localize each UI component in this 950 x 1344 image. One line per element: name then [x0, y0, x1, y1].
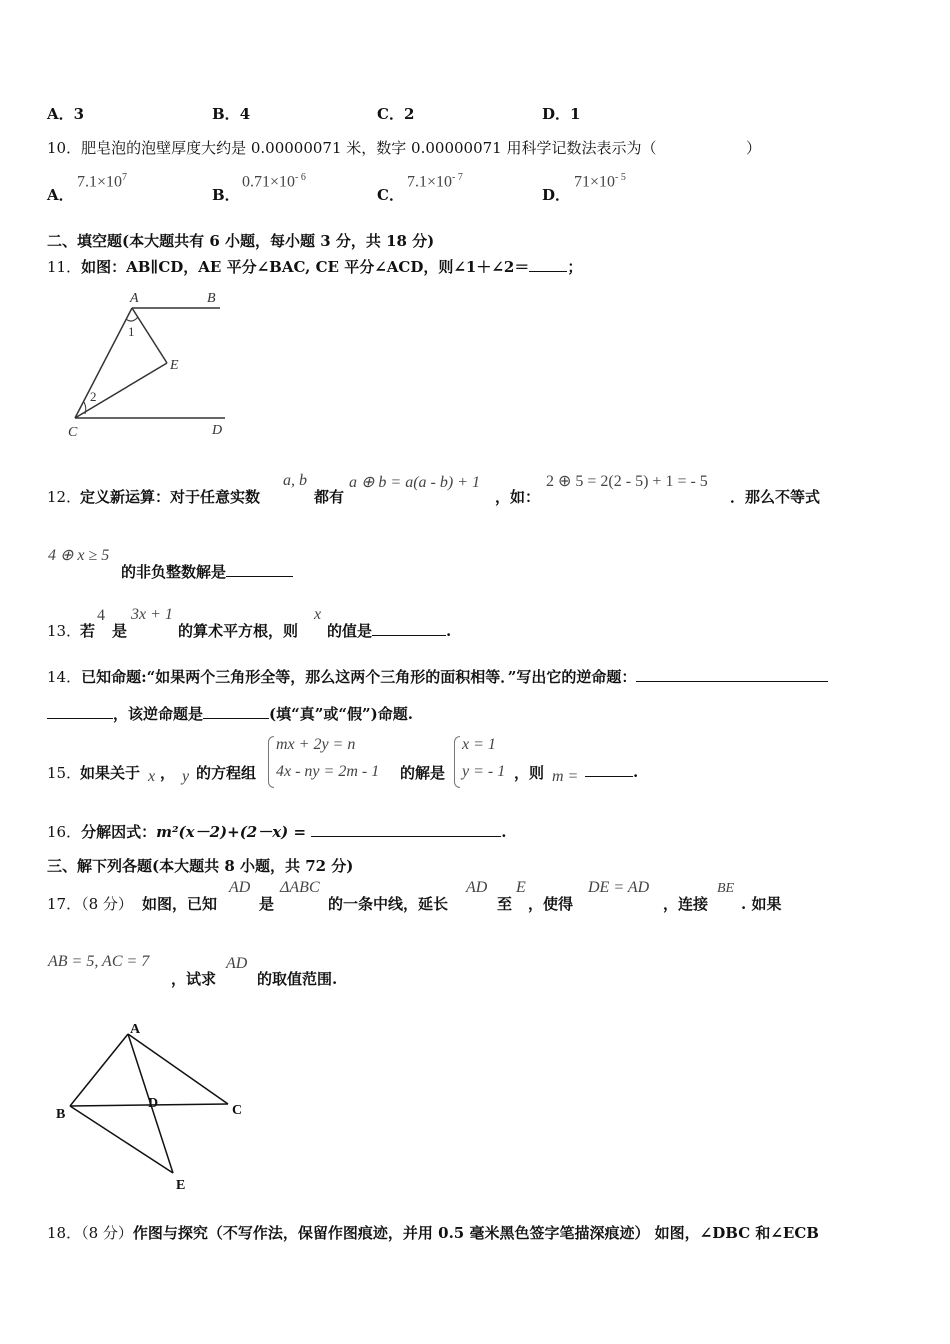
q10-option-c-value: $7.1\times 10^{- 7}$	[407, 172, 463, 191]
q15-comma: ，	[160, 764, 176, 782]
q15-text-4: ，则	[514, 764, 545, 782]
q9-option-d: D．1	[542, 105, 581, 123]
q11-label-b: B	[207, 291, 216, 306]
q15-answer: .	[585, 762, 638, 781]
q11-label-a: A	[130, 291, 139, 306]
q12-definition: a ⊕ b = a(a - b) + 1	[349, 474, 480, 491]
q15-eq-2: 4x - ny = 2m - 1	[276, 763, 380, 780]
section-3-heading: 三、解下列各题(本大题共 8 小题，共 72 分)	[47, 857, 354, 875]
q13-text-3: 的算术平方根，则	[178, 622, 299, 640]
q16-stem: 16．分解因式：m²(x－2)+(2－x) = .	[47, 823, 507, 841]
q10-option-a-value: $7.1\times 10^7$	[77, 172, 128, 191]
q11-figure	[60, 288, 240, 440]
q12-text-4: ．那么不等式	[730, 488, 821, 506]
q15-sol-2: y = - 1	[462, 763, 506, 780]
q17-condition: AB = 5, AC = 7	[48, 953, 150, 970]
q14-line-2: ，该逆命题是 (填“真”或“假”)命题.	[47, 703, 413, 724]
q15-text-1: 如果关于	[80, 764, 141, 782]
q10-stem: 10．肥皂泡的泡壁厚度大约是 0.00000071 米，数字 0.00000071 用科学记数法表示为（	[47, 139, 657, 157]
q13-x: x	[314, 606, 322, 623]
q17-text-8: ，试求	[171, 970, 217, 988]
q15-text-3: 的解是	[400, 764, 446, 782]
q15-solution-brace	[454, 736, 460, 788]
q17-text-1: 如图，已知	[142, 895, 218, 913]
q17-label-a: A	[130, 1022, 141, 1037]
q12-text-5: 的非负整数解是	[121, 561, 293, 582]
q17-ad-1: AD	[229, 879, 251, 896]
q13-text-1: 若	[80, 622, 96, 640]
q11-label-c: C	[68, 425, 78, 440]
q15-eq-1: mx + 2y = n	[276, 736, 356, 753]
q12-text-2: 都有	[314, 488, 345, 506]
q12-text-1: 定义新运算：对于任意实数	[80, 488, 261, 506]
q17-label-d: D	[148, 1096, 159, 1111]
q17-num: 17．（8 分）	[47, 895, 133, 913]
q13-text-4: 的值是 .	[327, 622, 452, 640]
q12-vars: a, b	[283, 472, 307, 489]
q10-option-a-letter: A．	[47, 186, 74, 204]
q17-text-7: . 如果	[741, 895, 782, 913]
q15-text-2: 的方程组	[196, 764, 257, 782]
q9-option-c: C．2	[377, 105, 415, 123]
q17-text-3: 的一条中线，延长	[328, 895, 449, 913]
q9-option-b: B．4	[212, 105, 251, 123]
q12-num: 12．	[47, 488, 82, 506]
q17-equality: DE = AD	[588, 879, 650, 896]
section-2-heading: 二、填空题(本大题共有 6 小题，每小题 3 分，共 18 分)	[47, 232, 435, 250]
q14-line-1: 14．已知命题:“如果两个三角形全等，那么这两个三角形的面积相等．”写出它的逆命题：	[47, 666, 828, 687]
q17-label-c: C	[232, 1103, 243, 1118]
q11-angle-1: 1	[128, 324, 135, 339]
q15-var-x: x	[148, 768, 156, 785]
q13-text-2: 是	[112, 622, 128, 640]
q10-option-d-value: $71\times 10^{- 5}$	[574, 172, 626, 191]
q10-option-b-letter: B．	[212, 186, 240, 204]
q15-m: m =	[552, 768, 579, 785]
q17-ad-2: AD	[466, 879, 488, 896]
q15-sol-1: x = 1	[462, 736, 496, 753]
q18-stem: 18．（8 分）作图与探究（不写作法，保留作图痕迹，并用 0.5 毫米黑色签字笔描深痕迹） 如图，∠DBC 和∠ECB	[47, 1224, 819, 1242]
q10-option-d-letter: D．	[542, 186, 571, 204]
q11-label-d: D	[212, 423, 223, 438]
q17-figure	[52, 1018, 252, 1196]
q17-label-b: B	[56, 1107, 66, 1122]
q11-angle-2: 2	[90, 389, 97, 404]
q15-system-brace	[268, 736, 274, 788]
q9-option-a: A．3	[47, 105, 85, 123]
q17-triangle: ΔABC	[280, 879, 320, 896]
q10-option-c-letter: C．	[377, 186, 404, 204]
q15-num: 15．	[47, 764, 82, 782]
q10-close-paren: ）	[746, 139, 762, 157]
q17-text-9: 的取值范围.	[257, 970, 338, 988]
q17-ad-3: AD	[226, 955, 248, 972]
q12-text-3: ，如：	[495, 488, 541, 506]
q13-num: 13．	[47, 622, 82, 640]
q13-expr: 3x + 1	[131, 606, 173, 623]
q17-e: E	[516, 879, 526, 896]
q15-var-y: y	[182, 768, 190, 785]
q17-text-4: 至	[497, 895, 513, 913]
q17-be: BE	[717, 881, 735, 896]
q17-text-6: ，连接	[663, 895, 709, 913]
q17-label-e: E	[176, 1178, 186, 1193]
q17-text-5: ，使得	[528, 895, 574, 913]
q13-four: 4	[97, 607, 105, 624]
q12-example: 2 ⊕ 5 = 2(2 - 5) + 1 = - 5	[546, 473, 708, 490]
q11-label-e: E	[170, 358, 179, 373]
q17-text-2: 是	[259, 895, 275, 913]
q10-option-b-value: $0.71\times 10^{- 6}$	[242, 172, 306, 191]
q12-inequality: 4 ⊕ x ≥ 5	[48, 547, 110, 564]
q11-stem: 11．如图：AB∥CD，AE 平分∠BAC, CE 平分∠ACD，则∠1＋∠2＝ ；	[47, 258, 583, 276]
